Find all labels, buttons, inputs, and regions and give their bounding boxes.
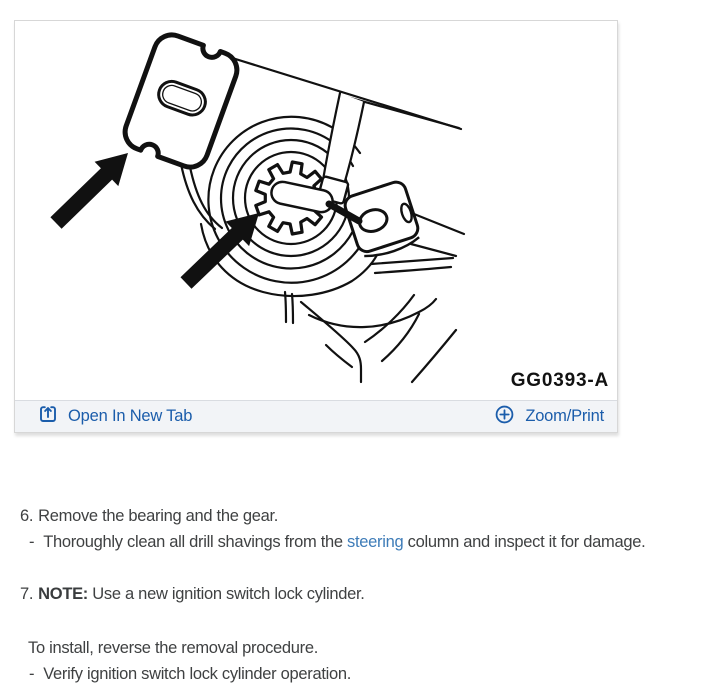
step-6 — [20, 503, 645, 555]
step-6-sub-bullet: - — [29, 533, 35, 551]
step-6-text: Remove the bearing and the gear. — [38, 507, 279, 525]
open-in-new-tab-button[interactable] — [38, 404, 192, 429]
tool-tail-lines — [411, 214, 464, 256]
note-label: NOTE: — [38, 585, 89, 603]
zoom-print-label: Zoom/Print — [525, 407, 604, 425]
install-sub-bullet: - — [29, 665, 35, 683]
step-6-sub-pre: Thoroughly clean all drill shavings from the — [43, 533, 348, 551]
steering-link[interactable]: steering — [347, 533, 404, 551]
step-6-number: 6. — [20, 507, 34, 525]
install-sub-text: Verify ignition switch lock cylinder operation. — [43, 665, 352, 683]
step-7-text: Use a new ignition switch lock cylinder. — [88, 585, 365, 603]
install-main — [20, 635, 645, 661]
zoom-print-button[interactable] — [494, 404, 604, 430]
figure-panel — [14, 20, 618, 433]
install-sub — [20, 661, 645, 687]
column-shroud-lines — [285, 258, 456, 382]
figure-image — [15, 21, 617, 400]
open-in-new-tab-label: Open In New Tab — [68, 407, 193, 425]
step-6-sub-post: column and inspect it for damage. — [403, 533, 646, 551]
pointer-arrow-lower — [181, 213, 260, 289]
zoom-plus-icon — [494, 404, 515, 430]
step-6-main — [20, 503, 645, 529]
figure-toolbar — [15, 400, 617, 432]
open-in-new-tab-icon — [38, 404, 58, 429]
install-text: To install, reverse the removal procedure. — [28, 639, 319, 657]
figure-code-label: GG0393-A — [510, 370, 609, 391]
install-block — [20, 635, 645, 687]
step-7-main — [20, 581, 645, 607]
step-6-sub — [20, 529, 645, 555]
plate-tail-curves — [181, 164, 222, 229]
instructions — [20, 503, 645, 687]
step-7-number: 7. — [20, 585, 34, 603]
step-7 — [20, 581, 645, 607]
pointer-arrow-upper — [50, 153, 128, 229]
ignition-lock-cylinder-diagram — [15, 21, 617, 400]
